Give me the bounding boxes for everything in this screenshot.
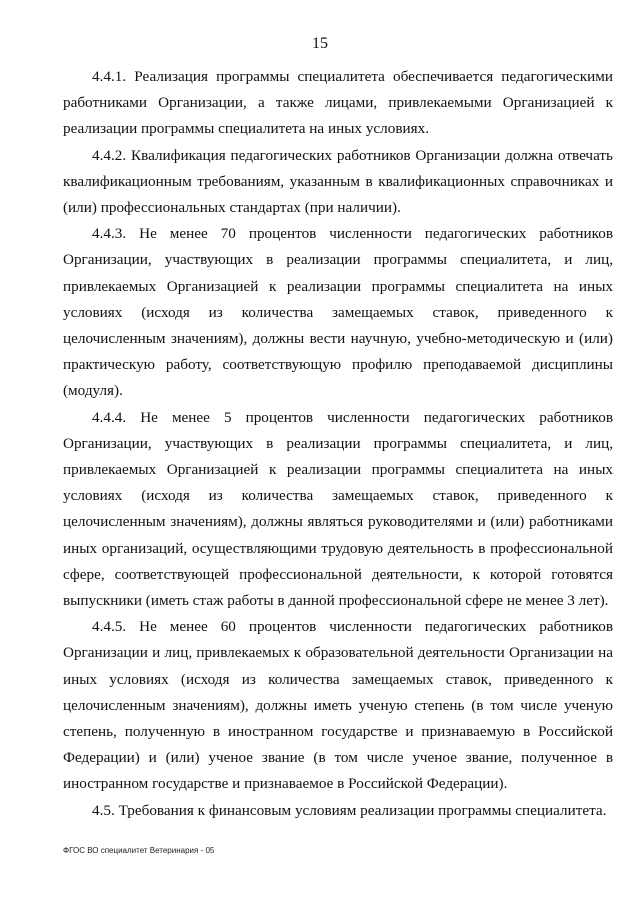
paragraph-4-5: 4.5. Требования к финансовым условиям реализации программы специалитета. xyxy=(92,801,607,819)
paragraph-4-4-2: 4.4.2. Квалификация педагогических работников Организации должна отвечать квалификационным требованиям, указанным в квалификационных справочниках и (или) профессиональных стандартах (при наличии). xyxy=(63,146,613,217)
paragraph-4-4-4: 4.4.4. Не менее 5 процентов численности педагогических работников Организации, участвующих в реализации программы специалитета, и лиц, привлекаемых Организацией к реализации программы специалитета на иных условиях (исходя из количества замещаемых ставок, приведенного к целочисленным значениям), должны являться руководителями и (или) работниками иных организаций, осуществляющими трудовую деятельность в профессиональной сфере, соответствующей профессиональной деятельности, к которой готовятся выпускники (иметь стаж работы в данной профессиональной сфере не менее 3 лет). xyxy=(63,408,613,610)
page-footer: ФГОС ВО специалитет Ветеринария - 05 xyxy=(63,846,215,855)
paragraph-4-4-1: 4.4.1. Реализация программы специалитета обеспечивается педагогическими работниками Организации, а также лицами, привлекаемыми Организацией к реализации программы специалитета на иных условиях. xyxy=(63,68,613,138)
page-number: 15 xyxy=(312,35,328,52)
paragraph-4-4-3: 4.4.3. Не менее 70 процентов численности педагогических работников Организации, участвующих в реализации программы специалитета, и лиц, привлекаемых Организацией к реализации программы специалитета на иных условиях (исходя из количества замещаемых ставок, приведенного к целочисленным значениям), должны вести научную, учебно-методическую и (или) практическую работу, соответствующую профилю преподаваемой дисциплины (модуля). xyxy=(63,225,613,400)
document-body xyxy=(63,64,613,824)
paragraph-4-4-5: 4.4.5. Не менее 60 процентов численности педагогических работников Организации и лиц, привлекаемых к образовательной деятельности Организации на иных условиях (исходя из количества замещаемых ставок, приведенного к целочисленным значениям), должны иметь ученую степень (в том числе ученую степень, полученную в иностранном государстве и признаваемую в Российской Федерации) и (или) ученое звание (в том числе ученое звание, полученное в иностранном государстве и признаваемое в Российской Федерации). xyxy=(63,618,613,793)
